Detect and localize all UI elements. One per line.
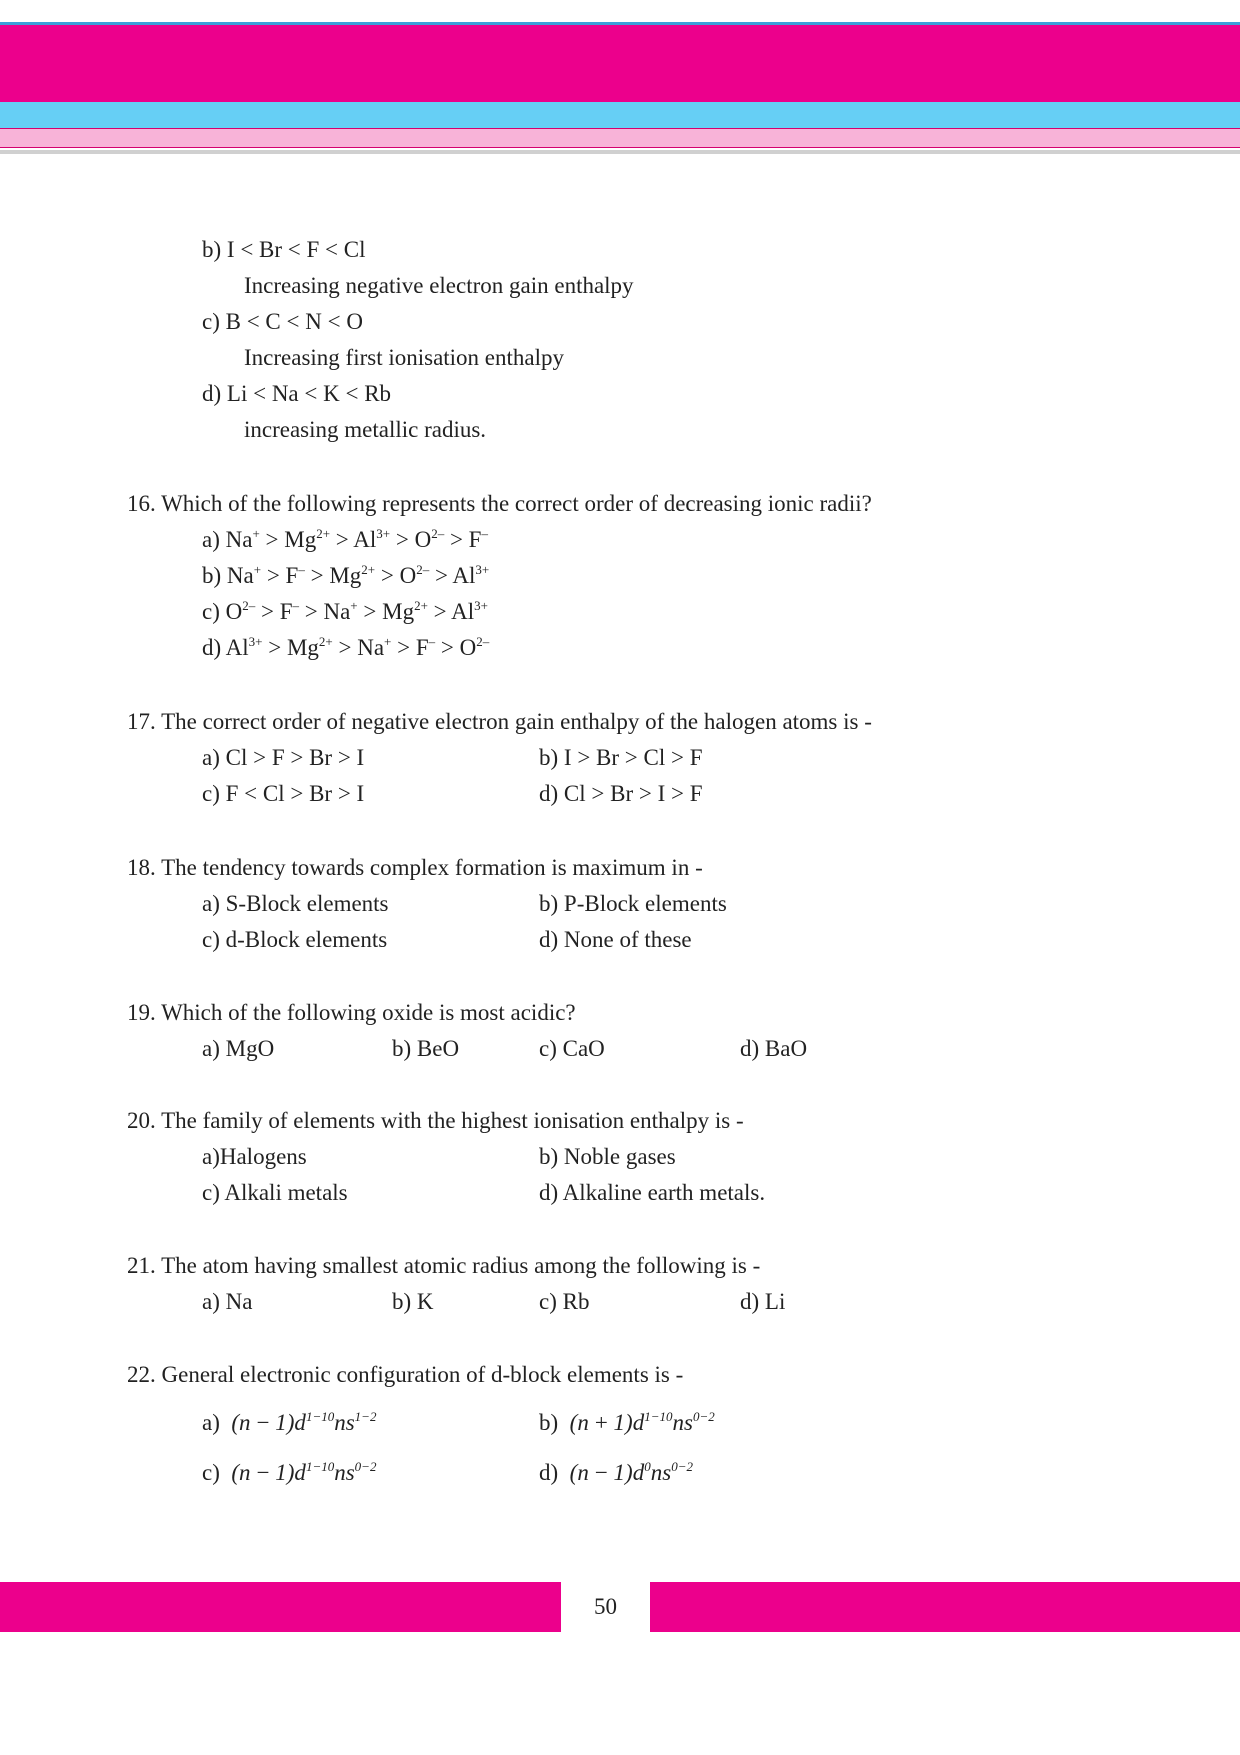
q17-option-a: a) Cl > F > Br > I [202,745,365,770]
q22-option-b-label: b) [539,1410,559,1435]
q17-option-c: c) F < Cl > Br > I [202,781,365,806]
q22-option-d-label: d) [539,1460,559,1485]
question-22: 22. General electronic configuration of d-block elements is - [127,1362,684,1387]
q22-option-d [539,1458,693,1488]
q21-option-a: a) Na [202,1289,253,1314]
prev-option-b: b) I < Br < F < Cl [202,237,366,262]
page-number: 50 [594,1594,617,1619]
q22-option-b-formula: $(n + 1)d^{1-10}ns^{0-2}$ [563,1409,715,1435]
question-17: 17. The correct order of negative electron gain enthalpy of the halogen atoms is - [127,709,872,734]
q19-option-a: a) MgO [202,1036,275,1061]
q22-option-a-formula: $(n - 1)d^{1-10}ns^{1-2}$ [225,1409,377,1435]
q18-option-a: a) S-Block elements [202,891,389,916]
footer-band-left [0,1582,561,1632]
question-16: 16. Which of the following represents the correct order of decreasing ionic radii? [127,491,872,516]
footer-band-right [650,1582,1240,1632]
q20-option-d: d) Alkaline earth metals. [539,1180,766,1205]
q22-option-c-label: c) [202,1460,220,1485]
q19-option-d: d) BaO [740,1036,808,1061]
q20-option-a: a)Halogens [202,1144,307,1169]
prev-option-c-note: Increasing first ionisation enthalpy [244,345,565,370]
q22-option-c-formula: $(n - 1)d^{1-10}ns^{0-2}$ [225,1459,377,1485]
prev-option-b-note: Increasing negative electron gain enthalpy [244,273,634,298]
header-pink-band [0,128,1240,148]
question-18: 18. The tendency towards complex formation is maximum in - [127,855,703,880]
q18-option-c: c) d-Block elements [202,927,388,952]
q22-option-d-formula: $(n - 1)d^0ns^{0-2}$ [563,1459,693,1485]
q16-option-b: b) $Na^+ > F^- > Mg^{2+} > O^{2-} > Al^{3+}$ [202,562,490,588]
question-19: 19. Which of the following oxide is most acidic? [127,1000,576,1025]
q22-option-b [539,1408,715,1438]
question-20: 20. The family of elements with the highest ionisation enthalpy is - [127,1108,744,1133]
q22-option-c [202,1458,376,1488]
q18-option-d: d) None of these [539,927,692,952]
q16-option-d: d) $Al^{3+} > Mg^{2+} > Na^+ > F^- > O^{2-}$ [202,634,490,660]
q19-option-b: b) BeO [392,1036,460,1061]
q18-option-b: b) P-Block elements [539,891,727,916]
q16-option-c: c) $O^{2-} > F^- > Na^+ > Mg^{2+} > Al^{3+}$ [202,598,488,624]
q17-option-b: b) I > Br > Cl > F [539,745,703,770]
prev-option-d-note: increasing metallic radius. [244,417,487,442]
header-cyan-band [0,102,1240,128]
q19-option-c: c) CaO [539,1036,605,1061]
q20-option-c: c) Alkali metals [202,1180,348,1205]
header-gray-line [0,150,1240,154]
q20-option-b: b) Noble gases [539,1144,676,1169]
q16-option-a: a) $Na^+ > Mg^{2+} > Al^{3+} > O^{2-} > F^-$ [202,526,488,552]
q17-option-d: d) Cl > Br > I > F [539,781,703,806]
prev-option-c: c) B < C < N < O [202,309,363,334]
q21-option-b: b) K [392,1289,434,1314]
question-21: 21. The atom having smallest atomic radius among the following is - [127,1253,761,1278]
prev-option-d: d) Li < Na < K < Rb [202,381,392,406]
q22-option-a-label: a) [202,1410,220,1435]
header-magenta-band [0,25,1240,102]
q21-option-d: d) Li [740,1289,786,1314]
q22-option-a [202,1408,376,1438]
q21-option-c: c) Rb [539,1289,590,1314]
